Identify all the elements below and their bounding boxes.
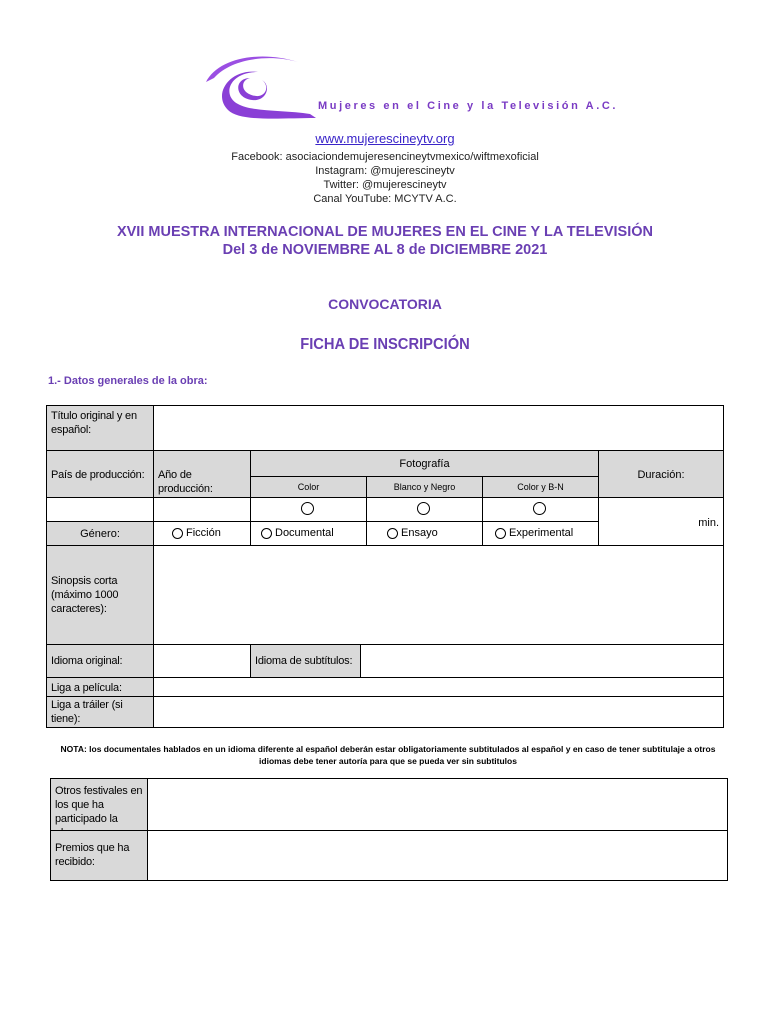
radio-icon <box>261 528 272 539</box>
anio-label: Año de producción: <box>153 450 251 498</box>
genero-documental-label: Documental <box>275 527 334 539</box>
festivales-label: Otros festivales en los que ha participado la <box>50 778 148 831</box>
anio-field[interactable] <box>153 497 251 522</box>
genero-ficcion-option[interactable] <box>172 527 221 539</box>
genero-documental-cell <box>250 521 367 546</box>
liga-trailer-field[interactable] <box>153 696 724 728</box>
genero-experimental-label: Experimental <box>509 527 574 539</box>
organization-name: Mujeres en el Cine y la Televisión A.C. <box>318 100 619 112</box>
convocatoria-heading: CONVOCATORIA <box>328 296 442 312</box>
premios-field[interactable] <box>147 830 728 881</box>
bn-radio-cell <box>366 497 483 522</box>
duracion-label: Duración: <box>598 450 724 498</box>
color-bn-radio-cell <box>482 497 599 522</box>
genero-experimental-option[interactable] <box>495 527 573 539</box>
facebook-text: Facebook: asociaciondemujeresencineytvmexico/wiftmexoficial <box>231 151 539 163</box>
radio-icon <box>387 528 398 539</box>
fotografia-label: Fotografía <box>250 450 599 477</box>
radio-icon <box>172 528 183 539</box>
genero-label: Género: <box>46 521 154 546</box>
festivales-field[interactable] <box>147 778 728 831</box>
radio-icon <box>495 528 506 539</box>
bn-label: Blanco y Negro <box>366 476 483 498</box>
twitter-text: Twitter: @mujerescineytv <box>323 179 447 191</box>
sinopsis-field[interactable] <box>153 545 724 645</box>
color-label: Color <box>250 476 367 498</box>
section-title: 1.- Datos generales de la obra: <box>48 375 208 387</box>
color-bn-radio[interactable] <box>533 502 546 515</box>
liga-pelicula-field[interactable] <box>153 677 724 697</box>
subtitulos-label: Idioma de subtítulos: <box>250 644 361 678</box>
idioma-field[interactable] <box>153 644 251 678</box>
subtitulos-field[interactable] <box>360 644 724 678</box>
genero-ensayo-cell <box>366 521 483 546</box>
genero-ensayo-option[interactable] <box>387 527 438 539</box>
color-bn-label: Color y B-N <box>482 476 599 498</box>
genero-ficcion-cell <box>153 521 251 546</box>
liga-trailer-label: Liga a tráiler (si tiene): <box>46 696 154 728</box>
youtube-text: Canal YouTube: MCYTV A.C. <box>313 193 457 205</box>
nota-text: NOTA: los documentales hablados en un idioma diferente al español deberán estar obligatoriamente subtitulados al español y en caso de tener subtitulaje a otros idiomas debe tener autoría para que se pueda ver sin subtitulos <box>60 744 716 766</box>
organization-logo <box>200 52 320 128</box>
duracion-field[interactable] <box>598 497 724 546</box>
bn-radio[interactable] <box>417 502 430 515</box>
form-title: FICHA DE INSCRIPCIÓN <box>300 336 470 353</box>
titulo-label: Título original y en español: <box>46 405 154 451</box>
color-radio-cell <box>250 497 367 522</box>
website-link[interactable]: www.mujerescineytv.org <box>315 131 455 146</box>
pais-label: País de producción: <box>46 450 154 498</box>
liga-pelicula-label: Liga a película: <box>46 677 154 697</box>
genero-documental-option[interactable] <box>261 527 334 539</box>
sinopsis-label: Sinopsis corta (máximo 1000 caracteres): <box>46 545 154 645</box>
event-dates: Del 3 de NOVIEMBRE AL 8 de DICIEMBRE 2021 <box>222 242 548 258</box>
color-radio[interactable] <box>301 502 314 515</box>
min-label: min. <box>698 517 719 529</box>
instagram-text: Instagram: @mujerescineytv <box>315 165 455 177</box>
idioma-label: Idioma original: <box>46 644 154 678</box>
genero-experimental-cell <box>482 521 599 546</box>
pais-field[interactable] <box>46 497 154 522</box>
genero-ficcion-label: Ficción <box>186 527 221 539</box>
titulo-field[interactable] <box>153 405 724 451</box>
event-title: XVII MUESTRA INTERNACIONAL DE MUJERES EN EL CINE Y LA TELEVISIÓN <box>116 224 654 240</box>
genero-ensayo-label: Ensayo <box>401 527 438 539</box>
premios-label: Premios que ha recibido: <box>50 830 148 881</box>
